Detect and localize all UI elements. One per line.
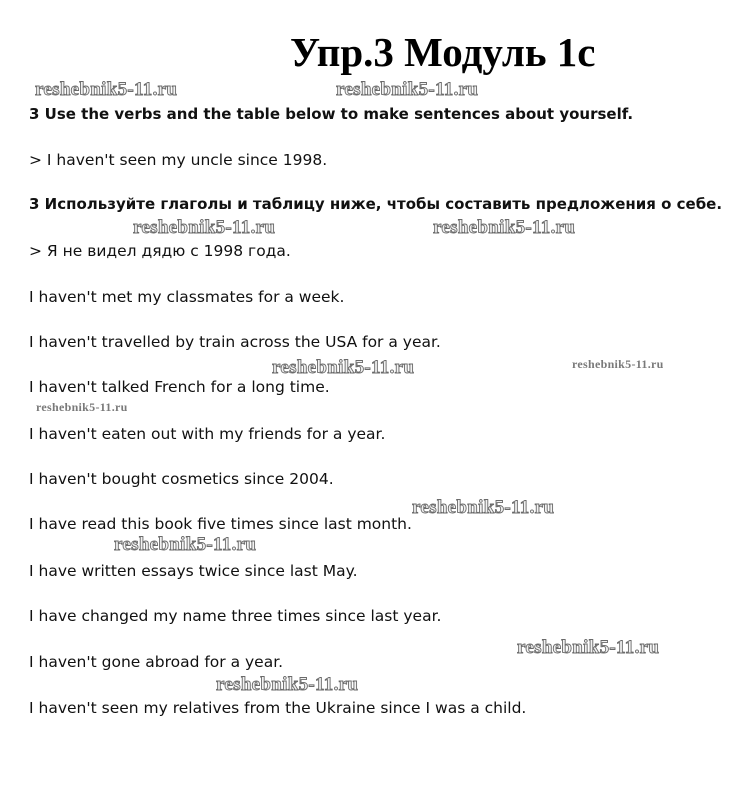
watermark: reshebnik5-11.ru [133,217,276,238]
example-sentence-en: > I haven't seen my uncle since 1998. [29,151,328,169]
watermark: reshebnik5-11.ru [35,79,178,100]
answer-sentence: I haven't gone abroad for a year. [29,653,284,671]
watermark: reshebnik5-11.ru [114,534,257,555]
example-sentence-ru: > Я не видел дядю с 1998 года. [29,242,291,260]
task-instruction-en: 3 Use the verbs and the table below to make sentences about yourself. [29,105,634,123]
watermark: reshebnik5-11.ru [272,357,415,378]
watermark: reshebnik5-11.ru [517,637,660,658]
watermark: reshebnik5-11.ru [36,400,128,414]
watermark: reshebnik5-11.ru [216,674,359,695]
page-title: Упр.3 Модуль 1c [290,29,596,75]
answer-sentence: I haven't bought cosmetics since 2004. [29,470,334,488]
answer-sentence: I haven't eaten out with my friends for a year. [29,425,386,443]
answer-sentence: I have changed my name three times since last year. [29,607,442,625]
watermark: reshebnik5-11.ru [336,79,479,100]
answer-sentence: I have written essays twice since last May. [29,562,358,580]
watermark: reshebnik5-11.ru [433,217,576,238]
answer-sentence: I haven't met my classmates for a week. [29,288,345,306]
task-instruction-ru: 3 Используйте глаголы и таблицу ниже, чтобы составить предложения о себе. [29,195,723,213]
answer-sentence: I have read this book five times since last month. [29,515,412,533]
answer-sentence: I haven't travelled by train across the USA for a year. [29,333,441,351]
watermark: reshebnik5-11.ru [412,497,555,518]
answer-sentence: I haven't seen my relatives from the Ukraine since I was a child. [29,699,527,717]
answer-sentence: I haven't talked French for a long time. [29,378,330,396]
watermark: reshebnik5-11.ru [572,357,664,371]
